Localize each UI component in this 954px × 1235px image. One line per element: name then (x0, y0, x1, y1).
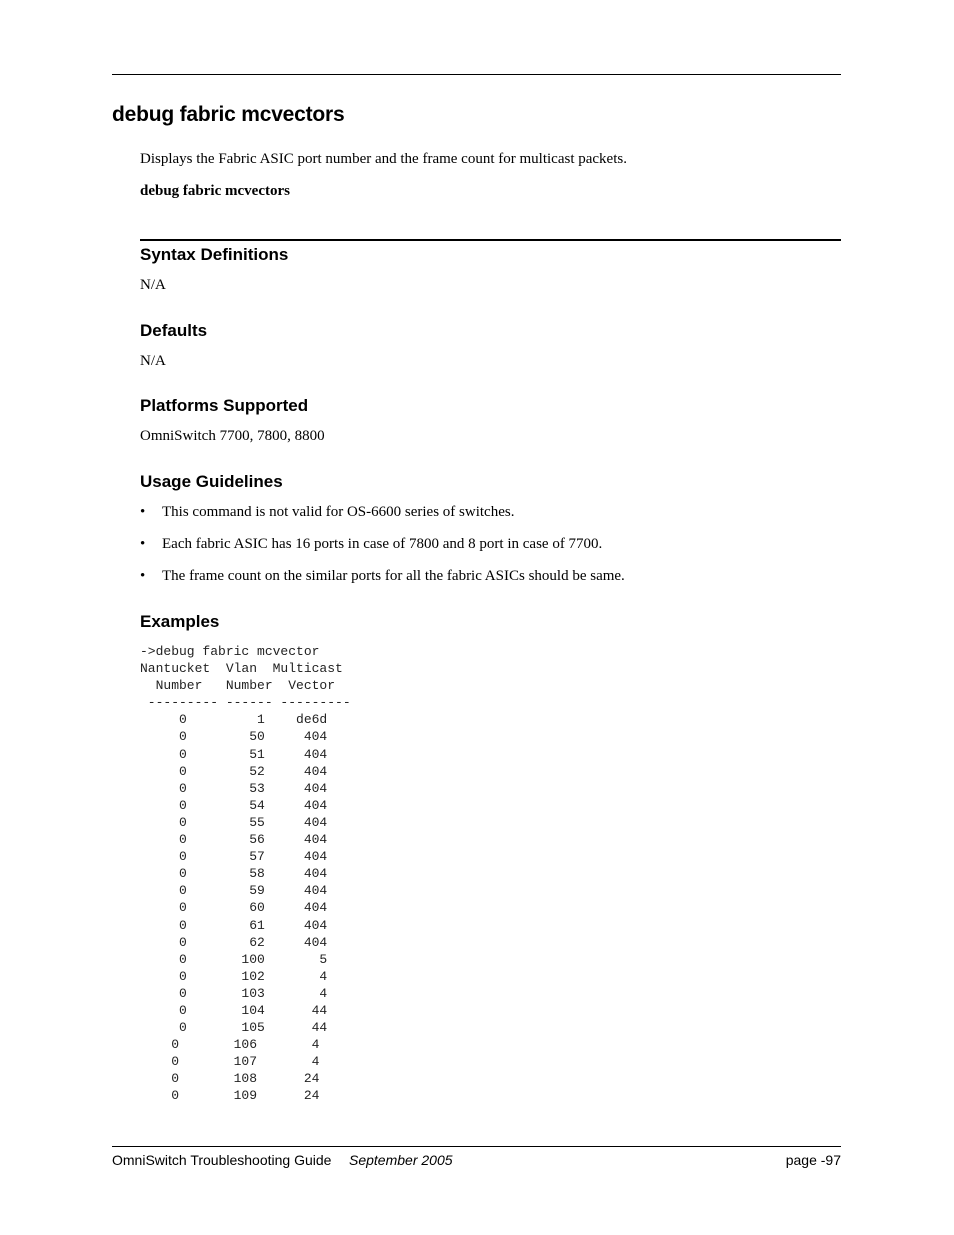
list-item: • This command is not valid for OS-6600 series of switches. (140, 504, 515, 520)
command-description: Displays the Fabric ASIC port number and the frame count for multicast packets. (140, 151, 627, 167)
platforms-text: OmniSwitch 7700, 7800, 8800 (140, 428, 325, 444)
footer-page-number: page -97 (785, 1152, 841, 1168)
list-item: • Each fabric ASIC has 16 ports in case of 7800 and 8 port in case of 7700. (140, 536, 603, 552)
command-syntax: debug fabric mcvectors (140, 183, 290, 199)
usage-guidelines-heading: Usage Guidelines (140, 472, 283, 491)
footer-date: September 2005 (349, 1152, 453, 1168)
section-rule (140, 239, 841, 241)
footer-rule (112, 1146, 841, 1147)
defaults-heading: Defaults (140, 321, 208, 340)
defaults-text: N/A (140, 353, 166, 369)
syntax-definitions-heading: Syntax Definitions (140, 245, 289, 264)
bullet-icon: • (140, 568, 146, 584)
page-title: debug fabric mcvectors (112, 103, 345, 126)
header-rule (112, 74, 841, 75)
examples-heading: Examples (140, 612, 220, 631)
example-code-block: ->debug fabric mcvector Nantucket Vlan Multicast Number Number Vector --------- ------ --------- 0 1 de6d 0 50 404 0 51 404 0 52 404 0 53 404 0 54 404 0 55 404 0 56 404 0 57 404 0 58 404 0 59 404 0 60 404 0 61 404 0 62 404 0 100 5 0 102 4 0 103 4 0 104 44 0 105 44 0 106 4 0 107 4 0 108 24 0 109 24 (140, 644, 351, 1104)
list-item: • The frame count on the similar ports for all the fabric ASICs should be same. (140, 568, 625, 584)
bullet-icon: • (140, 504, 146, 520)
bullet-icon: • (140, 536, 146, 552)
syntax-definitions-text: N/A (140, 277, 166, 293)
platforms-heading: Platforms Supported (140, 396, 309, 415)
footer-guide-title: OmniSwitch Troubleshooting Guide (112, 1152, 332, 1168)
